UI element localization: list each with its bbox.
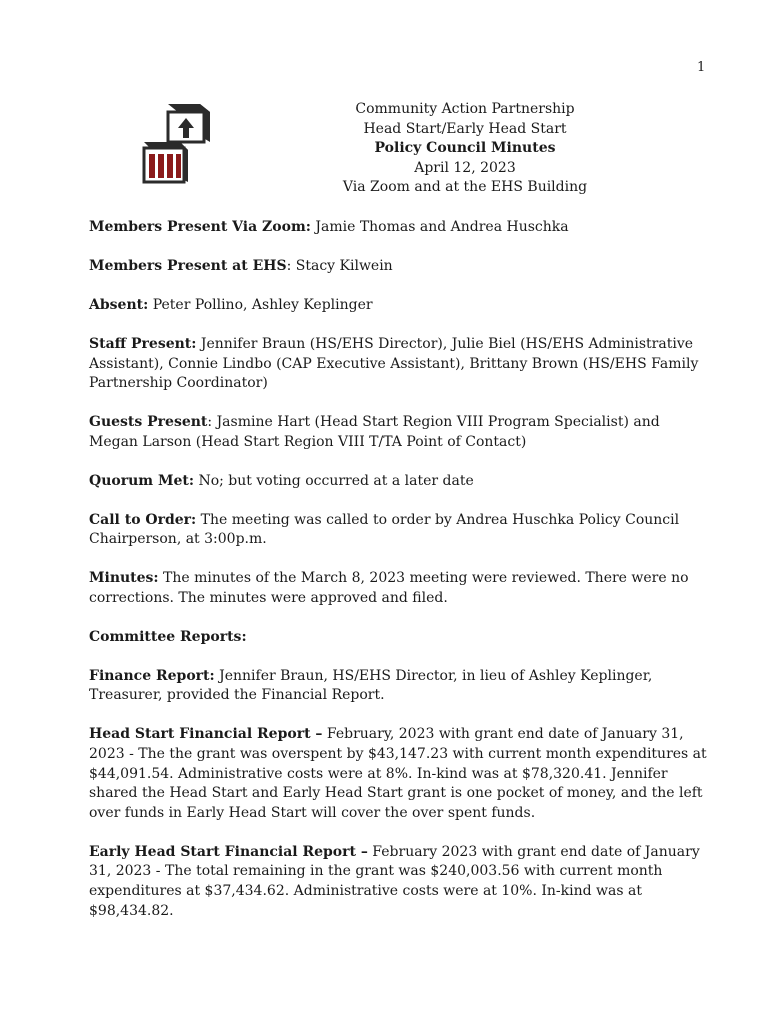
- section-label: Members Present Via Zoom:: [89, 219, 311, 235]
- section-label: Minutes:: [89, 570, 159, 587]
- document-title: Policy Council Minutes: [374, 140, 556, 157]
- hs-financial-paragraph: [89, 725, 709, 823]
- section-text: The meeting was called to order by Andrea Huschka Policy Council Chairperson, at 3:00p.m.: [89, 511, 680, 548]
- section-label: Head Start Financial Report –: [89, 726, 323, 743]
- section-label: Absent:: [89, 296, 149, 313]
- guests-paragraph: [89, 413, 709, 452]
- section-label: Members Present at EHS: [89, 257, 287, 274]
- meeting-date: April 12, 2023: [414, 159, 516, 176]
- section-label: Staff Present:: [89, 335, 197, 352]
- section-label: Guests Present: [89, 414, 208, 431]
- section-text: Jennifer Braun, HS/EHS Director, in lieu of Ashley Keplinger, Treasurer, provided the Financial Report.: [89, 667, 653, 704]
- organization-name: Community Action Partnership: [355, 101, 575, 117]
- members-zoom-paragraph: [89, 218, 709, 238]
- members-ehs-paragraph: [89, 257, 709, 277]
- ehs-financial-paragraph: [89, 843, 709, 921]
- meeting-location: Via Zoom and at the EHS Building: [342, 179, 588, 196]
- section-label: Quorum Met:: [89, 472, 194, 489]
- section-label: Early Head Start Financial Report –: [89, 843, 368, 860]
- section-label: Committee Reports:: [89, 628, 247, 645]
- section-text: Jamie Thomas and Andrea Huschka: [310, 219, 569, 235]
- section-label: Finance Report:: [89, 667, 215, 684]
- section-text: Peter Pollino, Ashley Keplinger: [148, 296, 373, 313]
- minutes-paragraph: [89, 569, 709, 608]
- page-number: 1: [697, 60, 706, 75]
- section-text: February 2023 with grant end date of January 31, 2023 - The total remaining in the grant was $240,003.56 with current month expenditures at $37,434.62. Administrative costs were at 10%. In-kind was at $98,434.82.: [89, 843, 700, 919]
- section-text: : Stacy Kilwein: [286, 257, 393, 274]
- section-text: The minutes of the March 8, 2023 meeting were reviewed. There were no corrections. The minutes were approved and filed.: [89, 570, 689, 606]
- section-label: Call to Order:: [89, 511, 197, 528]
- program-name: Head Start/Early Head Start: [363, 120, 567, 137]
- section-text: : Jasmine Hart (Head Start Region VIII Program Specialist) and Megan Larson (Head Start Region VIII T/TA Point of Contact): [89, 414, 660, 450]
- building-blocks-logo: [140, 100, 218, 186]
- section-text: Jennifer Braun (HS/EHS Director), Julie Biel (HS/EHS Administrative Assistant), Connie Lindbo (CAP Executive Assistant), Brittany Brown (HS/EHS Family Partnership Coordinator): [89, 335, 699, 392]
- absent-paragraph: [89, 296, 709, 316]
- section-text: No; but voting occurred at a later date: [194, 472, 474, 489]
- finance-paragraph: [89, 667, 709, 706]
- minutes-body: [89, 218, 709, 941]
- section-text: February, 2023 with grant end date of January 31, 2023 - The the grant was overspent by $43,147.23 with current month expenditures at $44,091.54. Administrative costs were at 8%. In-kind was at $78,320.41. Jennifer shared the Head Start and Early Head Start grant is one pocket of money, and the left over funds in Early Head Start will cover the over spent funds.: [89, 726, 707, 821]
- committee-reports-heading: [89, 628, 709, 648]
- document-header: [300, 100, 630, 198]
- quorum-paragraph: [89, 472, 709, 492]
- call-to-order-paragraph: [89, 511, 709, 550]
- staff-paragraph: [89, 335, 709, 394]
